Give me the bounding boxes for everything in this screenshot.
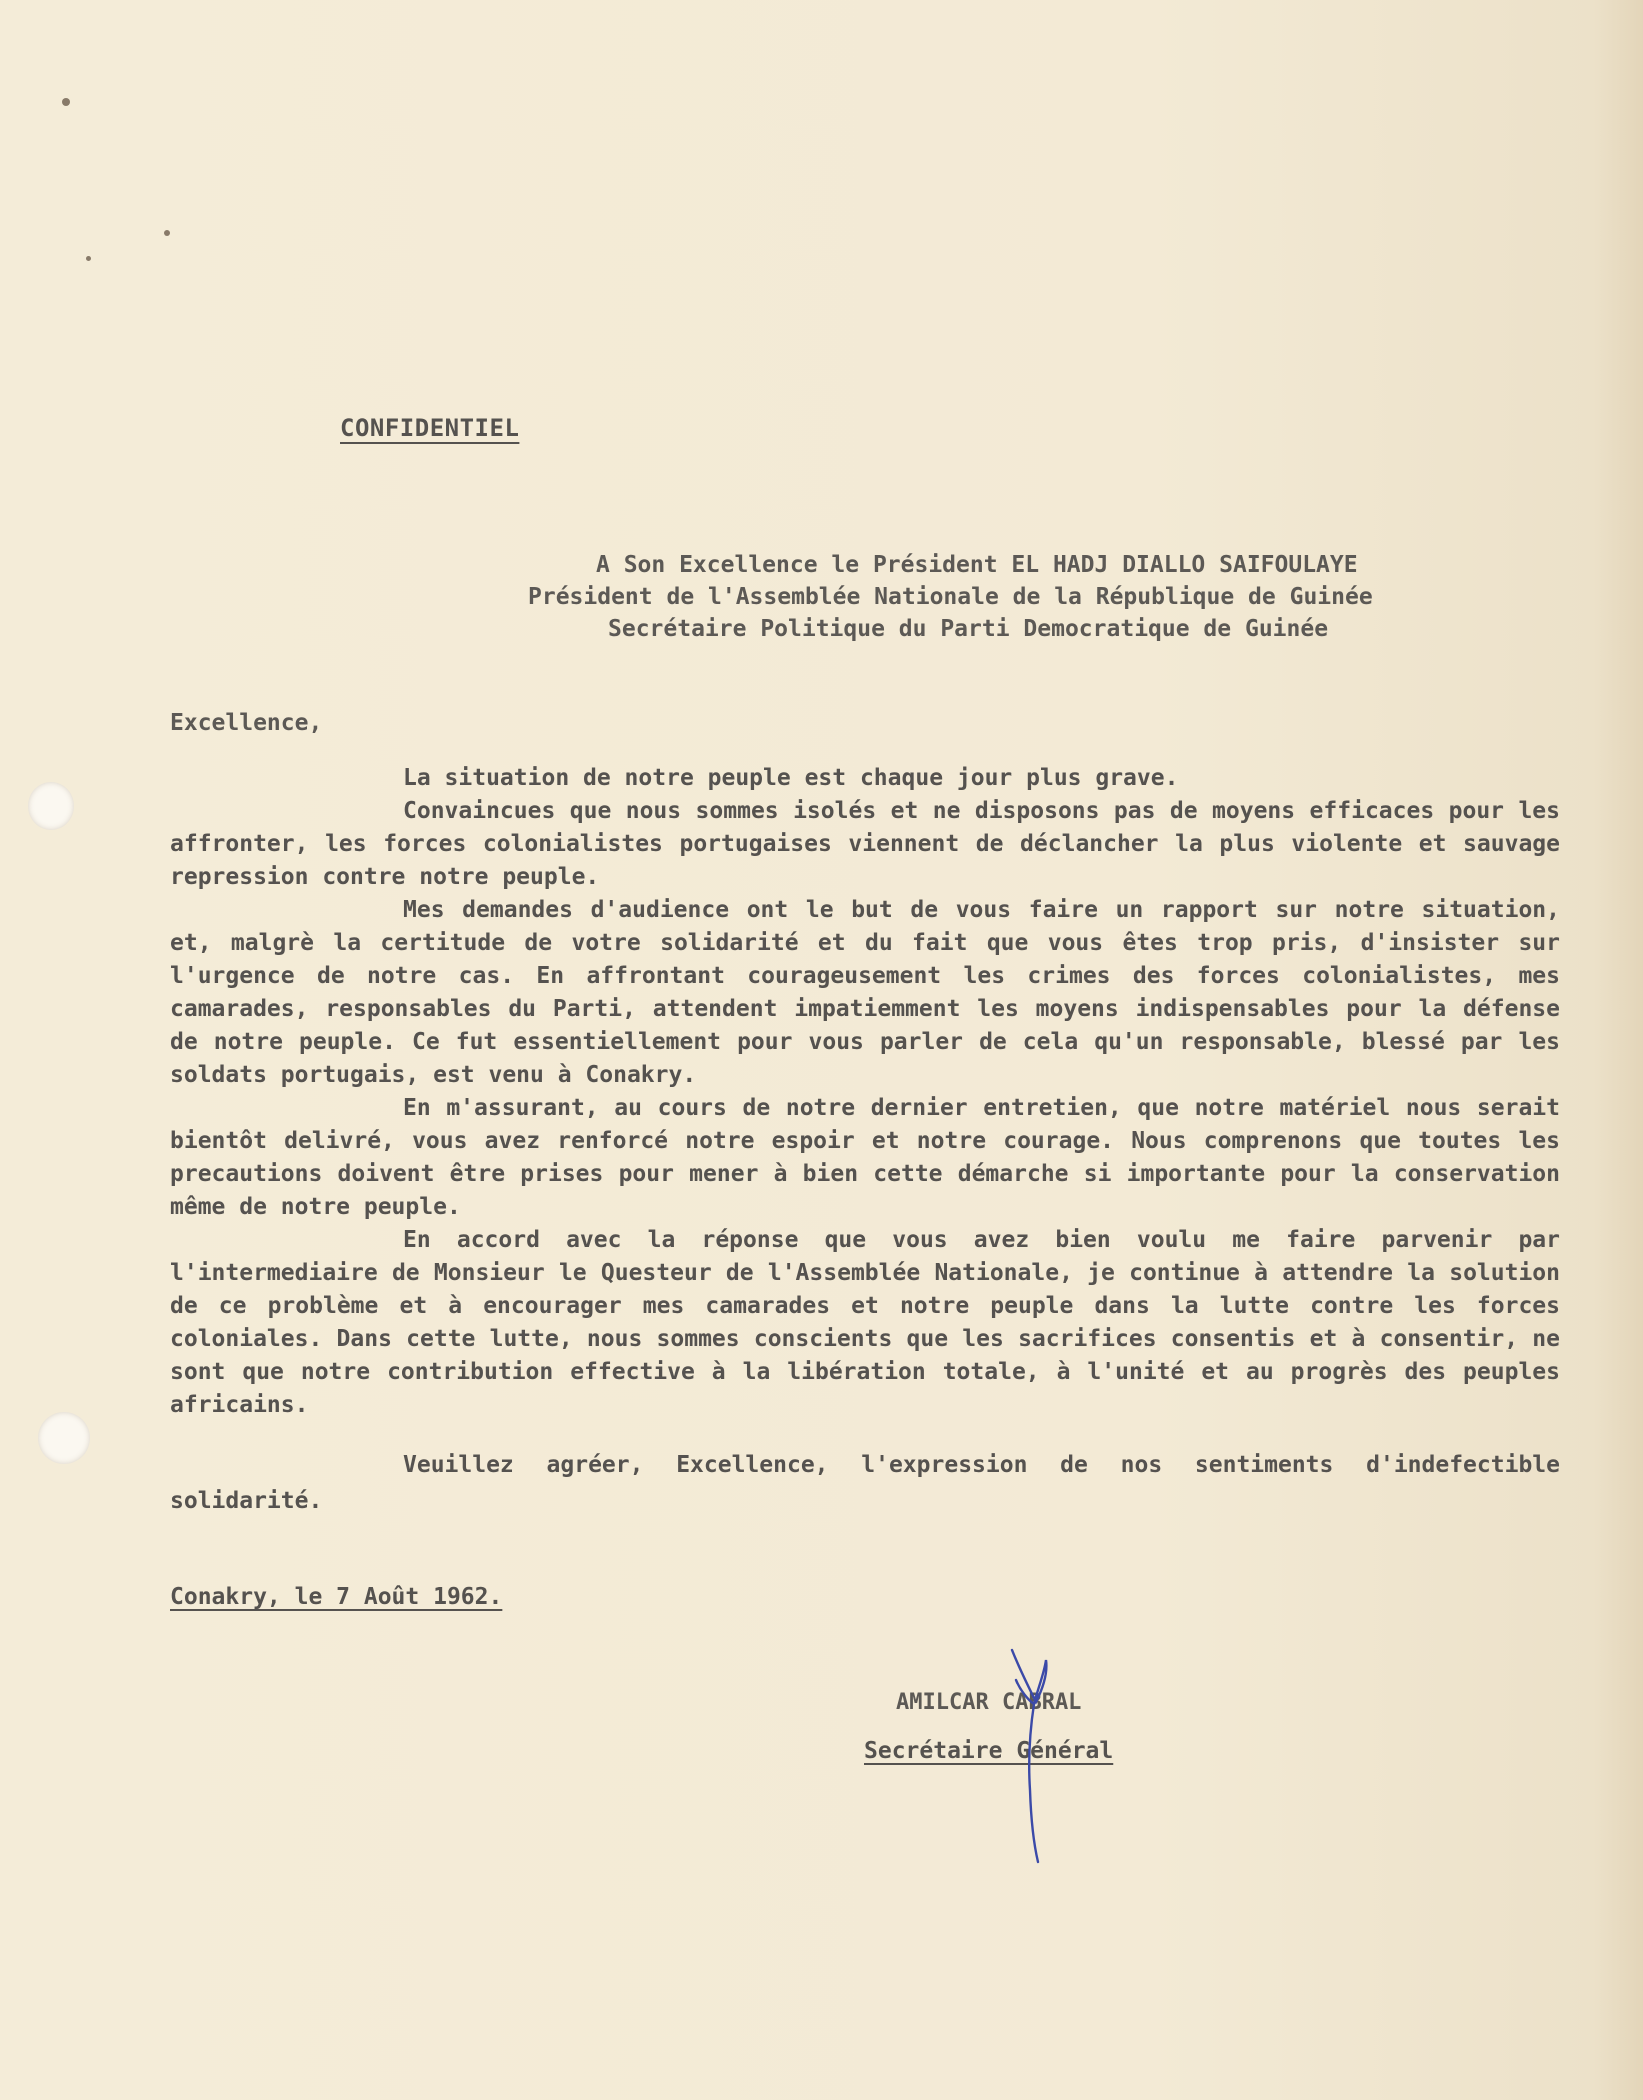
paragraph-3: Mes demandes d'audience ont le but de vous faire un rapport sur notre situation, et, malgrè la certitude de votre solidarité et du fait que vous êtes trop pris, d'insister sur l'urgence de notre cas. En affrontant courageusement les crimes des forces colonialistes, mes camarades, responsables du Parti, attendent impatiemment les moyens indispensables pour la défense de notre peuple. Ce fut essentiellement pour vous parler de cela qu'un responsable, blessé par les soldats portugais, est venu à Conakry. bbox=[170, 897, 1560, 1088]
addressee-line-1: A Son Excellence le Président EL HADJ DIALLO SAIFOULAYE bbox=[596, 552, 1358, 578]
paragraph-1: La situation de notre peuple est chaque jour plus grave. bbox=[403, 765, 1179, 791]
closing-formula: Veuillez agréer, Excellence, l'expression de nos sentiments d'indefectible solidarité. bbox=[170, 1452, 1560, 1514]
signatory-name: AMILCAR CABRAL bbox=[896, 1690, 1082, 1715]
letter-body bbox=[170, 762, 1560, 1422]
paper-speck bbox=[86, 256, 91, 261]
addressee-line-2: Président de l'Assemblée Nationale de la République de Guinée bbox=[528, 584, 1373, 610]
handwritten-signature bbox=[990, 1630, 1080, 1870]
punch-hole-top bbox=[28, 782, 74, 830]
paragraph-2: Convaincues que nous sommes isolés et ne disposons pas de moyens efficaces pour les affronter, les forces colonialistes portugaises viennent de déclancher la plus violente et sauvage repression contre notre peuple. bbox=[170, 798, 1560, 890]
paragraph-5: En accord avec la réponse que vous avez bien voulu me faire parvenir par l'intermediaire de Monsieur le Questeur de l'Assemblée Nationale, je continue à attendre la solution de ce problème et à encourager mes camarades et notre peuple dans la lutte contre les forces coloniales. Dans cette lutte, nous sommes conscients que les sacrifices consentis et à consentir, ne sont que notre contribution effective à la libération totale, à l'unité et au progrès des peuples africains. bbox=[170, 1227, 1560, 1418]
date-line: Conakry, le 7 Août 1962. bbox=[170, 1584, 503, 1610]
signatory-title: Secrétaire Général bbox=[864, 1738, 1114, 1764]
addressee-line-3: Secrétaire Politique du Parti Democratique de Guinée bbox=[608, 616, 1329, 642]
confidential-heading: CONFIDENTIEL bbox=[340, 414, 520, 442]
salutation: Excellence, bbox=[170, 710, 323, 736]
paper-speck bbox=[62, 98, 70, 106]
paper-speck bbox=[164, 230, 170, 236]
punch-hole-bottom bbox=[38, 1412, 90, 1464]
paragraph-4: En m'assurant, au cours de notre dernier entretien, que notre matériel nous serait bientôt delivré, vous avez renforcé notre espoir et notre courage. Nous comprenons que toutes les precautions doivent être prises pour mener à bien cette démarche si importante pour la conservation même de notre peuple. bbox=[170, 1095, 1560, 1220]
